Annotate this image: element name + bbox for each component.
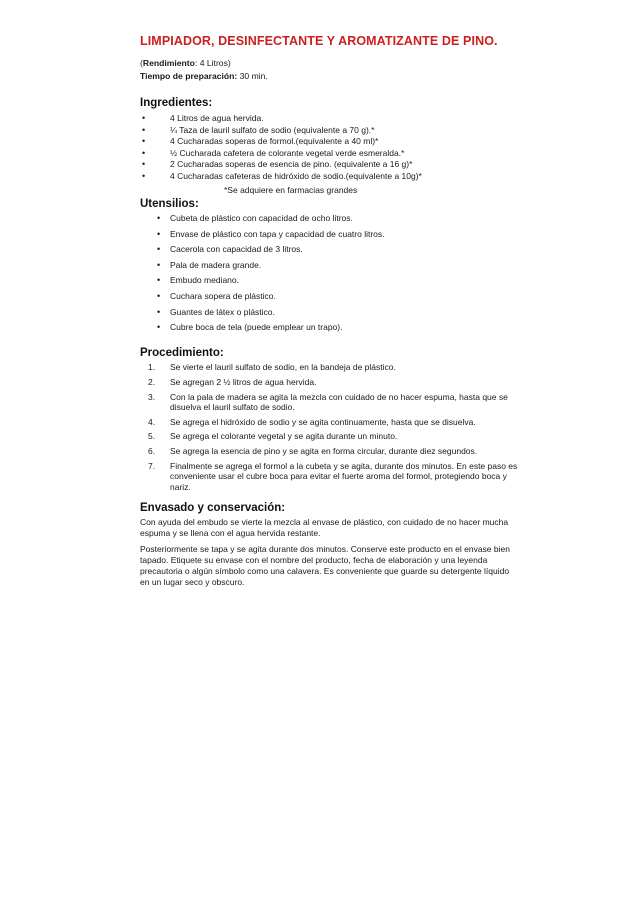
list-item: • ½ Cucharada cafetera de colorante vegetal verde esmeralda.* (140, 148, 520, 160)
list-item: • Guantes de látex o plástico. (140, 307, 520, 318)
procedure-heading: Procedimiento: (140, 347, 224, 360)
document-page (140, 34, 520, 593)
procedure-step (140, 392, 520, 413)
list-item: • Embudo mediano. (140, 275, 520, 286)
list-item: • Cuchara sopera de plástico. (140, 291, 520, 302)
yield-label: Rendimiento (142, 58, 195, 68)
yield-line (140, 57, 520, 70)
packaging-paragraph: Con ayuda del embudo se vierte la mezcla al envase de plástico, con cuidado de no hacer mucha espuma y se llena con el agua hervida restante. (140, 517, 509, 539)
step-text: Se vierte el lauril sulfato de sodio, en la bandeja de plástico. (170, 362, 396, 373)
list-item: • Envase de plástico con tapa y capacidad de cuatro litros. (140, 229, 520, 240)
list-item: • 4 Cucharadas cafeteras de hidróxido de sodio.(equivalente a 10g)* (140, 171, 520, 183)
packaging-paragraph: Posteriormente se tapa y se agita durante dos minutos. Conserve este producto en el envase bien tapado. Etiquete su envase con el nombre del producto, fecha de elaboración y una leyenda precautoria o algún símbolo como una calavera. Es conveniente que guarde su detergente líquido en un lugar seco y obscuro. (140, 544, 510, 588)
list-item: • Cubre boca de tela (puede emplear un trapo). (140, 322, 520, 333)
step-text: Finalmente se agrega el formol a la cubeta y se agita, durante dos minutos. En este paso es conveniente usar el cubre boca para evitar el fuerte aroma del formol, protegiendo boca y nariz. (170, 460, 518, 492)
step-number: 2. (148, 376, 156, 387)
step-number: 3. (148, 391, 156, 402)
step-text: Se agrega el hidróxido de sodio y se agita continuamente, hasta que se disuelva. (170, 416, 476, 427)
list-item: • Cubeta de plástico con capacidad de ocho litros. (140, 213, 520, 224)
step-text: Se agrega la esencia de pino y se agita en forma circular, durante diez segundos. (170, 446, 478, 457)
ingredients-list (140, 113, 520, 182)
procedure-list (140, 362, 520, 492)
ingredients-note: *Se adquiere en farmacias grandes (224, 185, 358, 195)
list-item: • 2 Cucharadas soperas de esencia de pino. (equivalente a 16 g)* (140, 159, 520, 171)
step-number: 4. (148, 416, 156, 427)
step-number: 5. (148, 431, 156, 442)
procedure-step (140, 417, 520, 428)
list-item: • Cacerola con capacidad de 3 litros. (140, 244, 520, 255)
list-item: • 4 Cucharadas soperas de formol.(equivalente a 40 ml)* (140, 136, 520, 148)
procedure-step (140, 431, 520, 442)
yield-open: ( (140, 58, 143, 68)
step-text: Con la pala de madera se agita la mezcla con cuidado de no hacer espuma, hasta que se disuelva el lauril sulfato de sodio. (170, 391, 508, 413)
page-title: LIMPIADOR, DESINFECTANTE Y AROMATIZANTE DE PINO. (140, 34, 498, 48)
procedure-step (140, 461, 520, 493)
step-number: 7. (148, 460, 156, 471)
procedure-step (140, 446, 520, 457)
time-value: 30 min. (237, 71, 268, 81)
time-label: Tiempo de preparación: (140, 71, 238, 81)
step-text: Se agregan 2 ½ litros de agua hervida. (170, 376, 317, 387)
time-line (140, 70, 520, 83)
procedure-step (140, 377, 520, 388)
list-item: • Pala de madera grande. (140, 260, 520, 271)
step-text: Se agrega el colorante vegetal y se agita durante un minuto. (170, 431, 398, 442)
ingredients-heading: Ingredientes: (140, 97, 213, 109)
step-number: 1. (148, 362, 156, 373)
procedure-step (140, 362, 520, 373)
list-item: • 4 Litros de agua hervida. (140, 113, 520, 125)
utensils-list (140, 213, 520, 333)
packaging-heading: Envasado y conservación: (140, 502, 286, 515)
yield-value: : 4 Litros) (194, 58, 231, 68)
list-item: • ¼ Taza de lauril sulfato de sodio (equivalente a 70 g).* (140, 125, 520, 137)
utensils-heading: Utensilios: (140, 198, 199, 210)
step-number: 6. (148, 446, 156, 457)
